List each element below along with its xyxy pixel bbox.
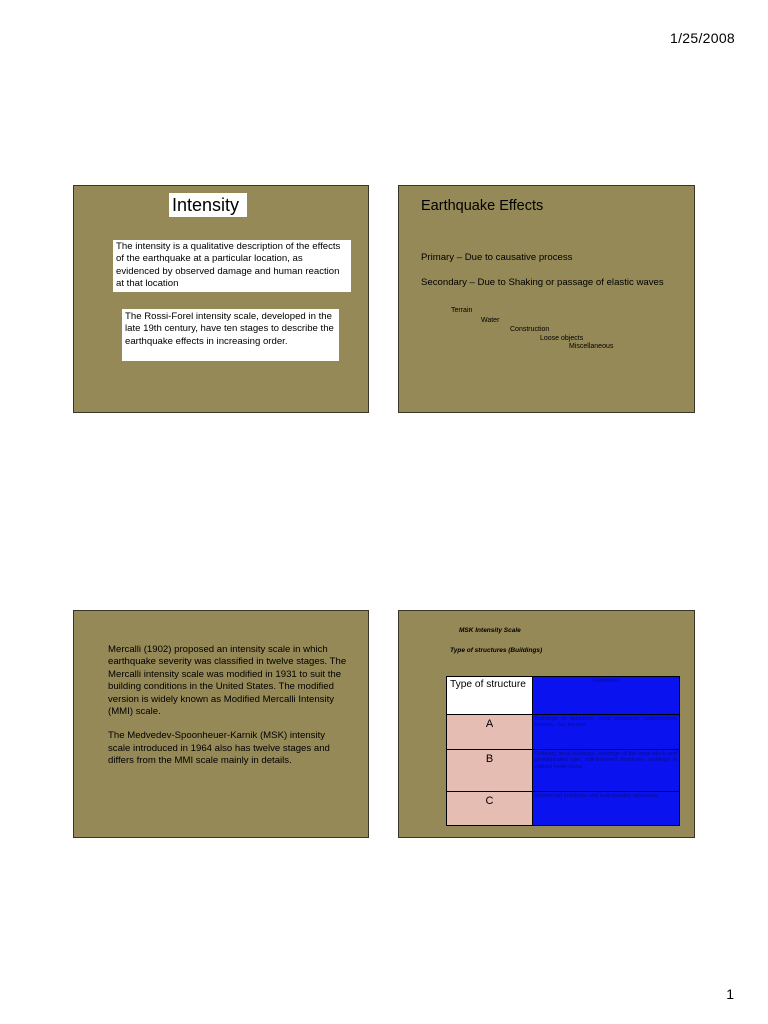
effect-item-loose-objects: Loose objects (540, 335, 584, 342)
effect-item-water: Water (481, 317, 500, 324)
secondary-effects-line: Secondary – Due to Shaking or passage of elastic waves (421, 277, 664, 288)
slide-earthquake-effects (398, 185, 695, 413)
slide-body (108, 644, 348, 780)
effect-item-construction: Construction (510, 326, 550, 333)
type-cell (447, 792, 533, 826)
header-type: Type of structure (447, 677, 533, 715)
type-cell (447, 750, 533, 792)
table-row (447, 750, 680, 792)
slide-subtitle: Type of structures (Buildings) (450, 647, 543, 654)
slide-title: MSK Intensity Scale (459, 627, 521, 634)
msk-paragraph: The Medvedev-Spoonheuer-Karnik (MSK) intensity scale introduced in 1964 also has twelve stages and differs from the MMI scale mainly in details. (108, 730, 330, 767)
description-cell: Reinforced buildings, well built wooden structures (533, 792, 680, 826)
effect-item-terrain: Terrain (451, 307, 473, 314)
table-row (447, 792, 680, 826)
structure-type-table (446, 676, 680, 826)
intensity-definition-text: The intensity is a qualitative description of the effects of the earthquake at a particular location, as evidenced by observed damage and human reaction at that location (113, 240, 351, 292)
type-cell (447, 715, 533, 750)
table-row (447, 715, 680, 750)
type-label: C (485, 795, 494, 807)
type-label: B (485, 753, 494, 765)
type-label: A (485, 718, 494, 730)
description-cell: Buildings in fieldstone, rural structures, unburnt-brick houses, clay houses (533, 715, 680, 750)
mercalli-paragraph: Mercalli (1902) proposed an intensity scale in which earthquake severity was classified in twelve stages. The Mercalli intensity scale was modified in 1931 to suit the building conditions in the United States. The modified version is widely known as Modified Mercalli Intensity (MMI) scale. (108, 644, 347, 718)
page-number: 1 (726, 986, 734, 1002)
slide-mercalli-msk (73, 610, 369, 838)
page-date: 1/25/2008 (670, 30, 735, 46)
primary-effects-line: Primary – Due to causative process (421, 252, 573, 263)
header-description: Definitions (533, 677, 680, 715)
description-cell: Ordinary brick buildings, buildings of the large-block and prefabricated type, half-timbered structures, buildings in natural hewn stone (533, 750, 680, 792)
effect-item-miscellaneous: Miscellaneous (569, 343, 614, 350)
slide-title: Intensity (169, 193, 247, 217)
slide-title: Earthquake Effects (421, 198, 544, 214)
rossi-forel-text: The Rossi-Forel intensity scale, developed in the late 19th century, have ten stages to describe the earthquake effects in increasing order. (122, 309, 339, 361)
slide-intensity (73, 185, 369, 413)
table-header-row (447, 677, 680, 715)
slide-msk-table (398, 610, 695, 838)
